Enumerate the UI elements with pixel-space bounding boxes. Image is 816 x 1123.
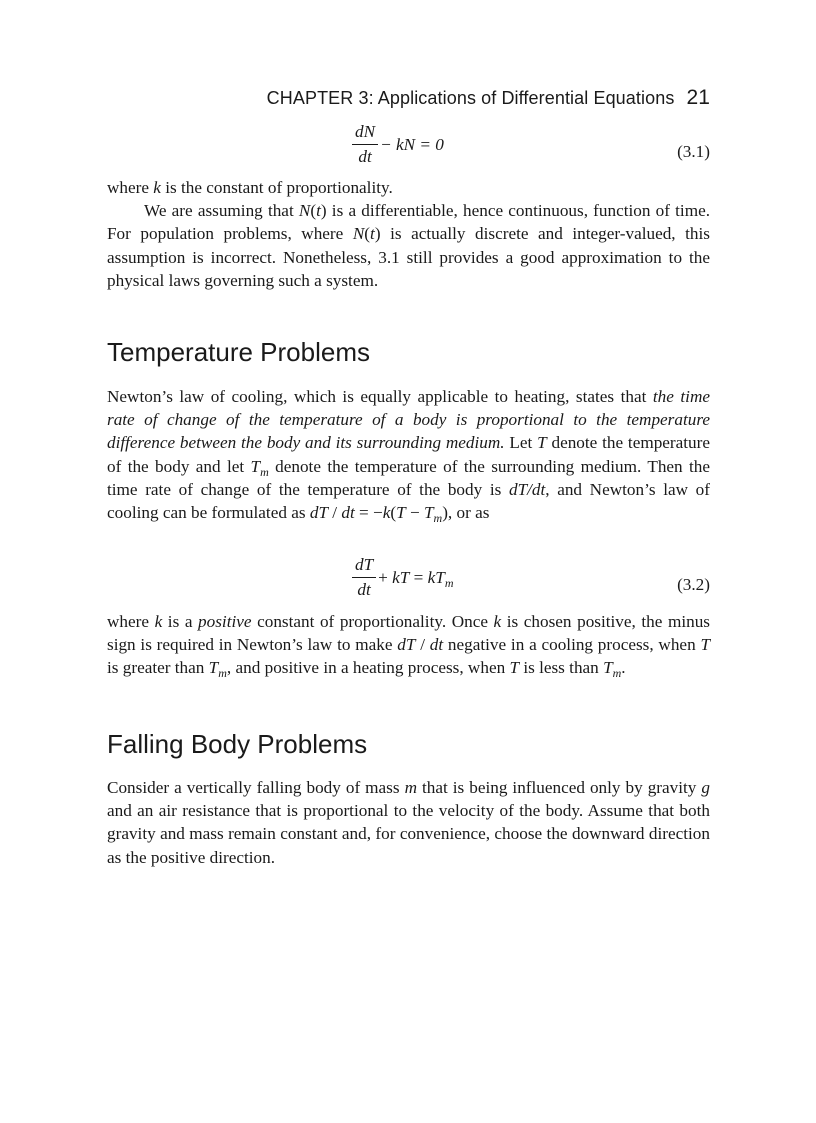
text-run: denote the temperature of the surrounding medium. Then the time rate of change of the temperature of the body is — [107, 456, 711, 499]
math-subscript-m: m — [612, 666, 622, 681]
section-heading-temperature: Temperature Problems — [107, 337, 370, 367]
equation-3-2 — [107, 553, 710, 617]
math-k: k — [154, 612, 163, 631]
paragraph-falling-body — [107, 776, 710, 869]
math-T: T — [396, 503, 406, 523]
math-dT: dT — [397, 635, 416, 655]
italic-statement: the time rate of change of the temperature of a body is proportional to the temperature difference between the body and its surrounding medium. — [107, 387, 710, 453]
text-run: is a differentiable, hence continuous, function of time. For population problems, where — [107, 201, 710, 244]
math-subscript-m: m — [260, 464, 269, 479]
text-run: where — [107, 612, 155, 631]
running-head — [267, 86, 710, 110]
paragraph-assumption — [107, 199, 710, 292]
body-text-falling-body — [107, 776, 710, 869]
text-run: is greater than — [107, 658, 209, 678]
equation-rest: − kN = 0 — [380, 134, 444, 154]
text-run: is less than — [519, 658, 604, 678]
math-T: T — [700, 635, 710, 655]
body-text-positive — [107, 610, 710, 680]
equation-number: (3.2) — [677, 575, 710, 594]
math-dt: dt — [341, 503, 355, 523]
text-run: ( — [364, 224, 371, 244]
text-run: denote the temperature of the body and let — [107, 433, 710, 476]
text-run: We are assuming that — [144, 201, 299, 221]
text-run: and an air resistance that is proportional to the velocity of the body. Assume that both gravity and mass remain constant and, for convenience, choose the downward direction as the positive direction. — [107, 801, 710, 867]
text-run: ( — [310, 201, 317, 221]
fraction-numerator: dN — [352, 122, 378, 145]
text-run: ), or as — [442, 503, 490, 523]
body-text-temperature — [107, 385, 710, 524]
text-run: = — [409, 567, 428, 587]
text-run: − — [405, 503, 424, 523]
math-m: m — [404, 778, 417, 797]
text-run: is the constant of proportionality. — [160, 178, 393, 197]
math-subscript-m: m — [444, 575, 454, 590]
text-run: Let — [504, 433, 538, 453]
equation-3-1-body — [352, 122, 444, 167]
fraction-denominator: dt — [357, 580, 371, 599]
math-dt: dt — [429, 635, 444, 655]
fraction-dN-dt — [352, 122, 378, 167]
math-k: k — [382, 503, 391, 523]
equation-3-1 — [107, 120, 710, 184]
fraction-dT-dt — [352, 555, 376, 600]
page-number: 21 — [686, 86, 710, 109]
chapter-title: CHAPTER 3: Applications of Differential Equations — [266, 88, 675, 108]
text-run: constant of proportionality. Once — [251, 612, 494, 631]
math-T: T — [250, 456, 261, 476]
fraction-denominator: dt — [358, 147, 372, 166]
body-text-top — [107, 176, 710, 292]
italic-positive: positive — [198, 612, 252, 631]
text-run: , and Newton’s law of cooling can be formulated as — [107, 479, 710, 523]
paragraph-positive-constant — [107, 610, 710, 680]
equation-3-2-body — [352, 555, 454, 600]
math-t: t — [370, 224, 375, 244]
text-run: ) — [320, 201, 327, 221]
equation-number: (3.1) — [677, 142, 710, 161]
equation-rest — [378, 568, 453, 588]
math-T: T — [423, 503, 434, 523]
math-T: T — [208, 658, 219, 678]
section-heading-falling-body: Falling Body Problems — [107, 729, 368, 759]
math-kT: kT — [427, 567, 445, 587]
math-k: k — [493, 612, 502, 631]
paragraph-newton-law — [107, 385, 710, 524]
math-subscript-m: m — [433, 511, 443, 526]
text-run: Consider a vertically falling body of mass — [107, 778, 405, 797]
text-run: . — [621, 658, 626, 678]
text-run: Newton’s law of cooling, which is equally applicable to heating, states that — [107, 387, 653, 406]
text-run: / — [328, 503, 342, 523]
math-N: N — [298, 201, 311, 221]
paragraph-constant — [107, 176, 710, 199]
text-run: + — [378, 567, 393, 587]
text-run: that is being influenced only by gravity — [416, 778, 702, 797]
math-T: T — [509, 658, 520, 678]
text-run: is a — [162, 612, 199, 631]
text-run: , and positive in a heating process, when — [226, 658, 510, 678]
math-T: T — [603, 658, 613, 678]
math-T: T — [537, 433, 547, 453]
text-run: / — [415, 635, 430, 655]
text-run: negative in a cooling process, when — [443, 635, 701, 655]
math-kT: kT — [392, 567, 410, 587]
math-t: t — [316, 201, 321, 221]
text-run: where — [107, 178, 154, 197]
math-N: N — [352, 224, 365, 244]
math-g: g — [701, 778, 710, 797]
math-dTdt: dT/dt — [508, 479, 546, 499]
text-run: = − — [354, 503, 383, 523]
text-run: ( — [390, 503, 397, 523]
text-run: ) — [374, 224, 381, 244]
math-k: k — [153, 178, 161, 197]
text-run: is chosen positive, the minus sign is required in Newton’s law to make — [107, 612, 710, 655]
fraction-numerator: dT — [352, 555, 376, 578]
math-subscript-m: m — [218, 666, 227, 681]
text-run: is actually discrete and integer-valued, this assumption is incorrect. Nonetheless, 3.1 still provides a good approximation to the physical laws governing such a system. — [107, 224, 710, 290]
math-dT: dT — [309, 503, 328, 523]
